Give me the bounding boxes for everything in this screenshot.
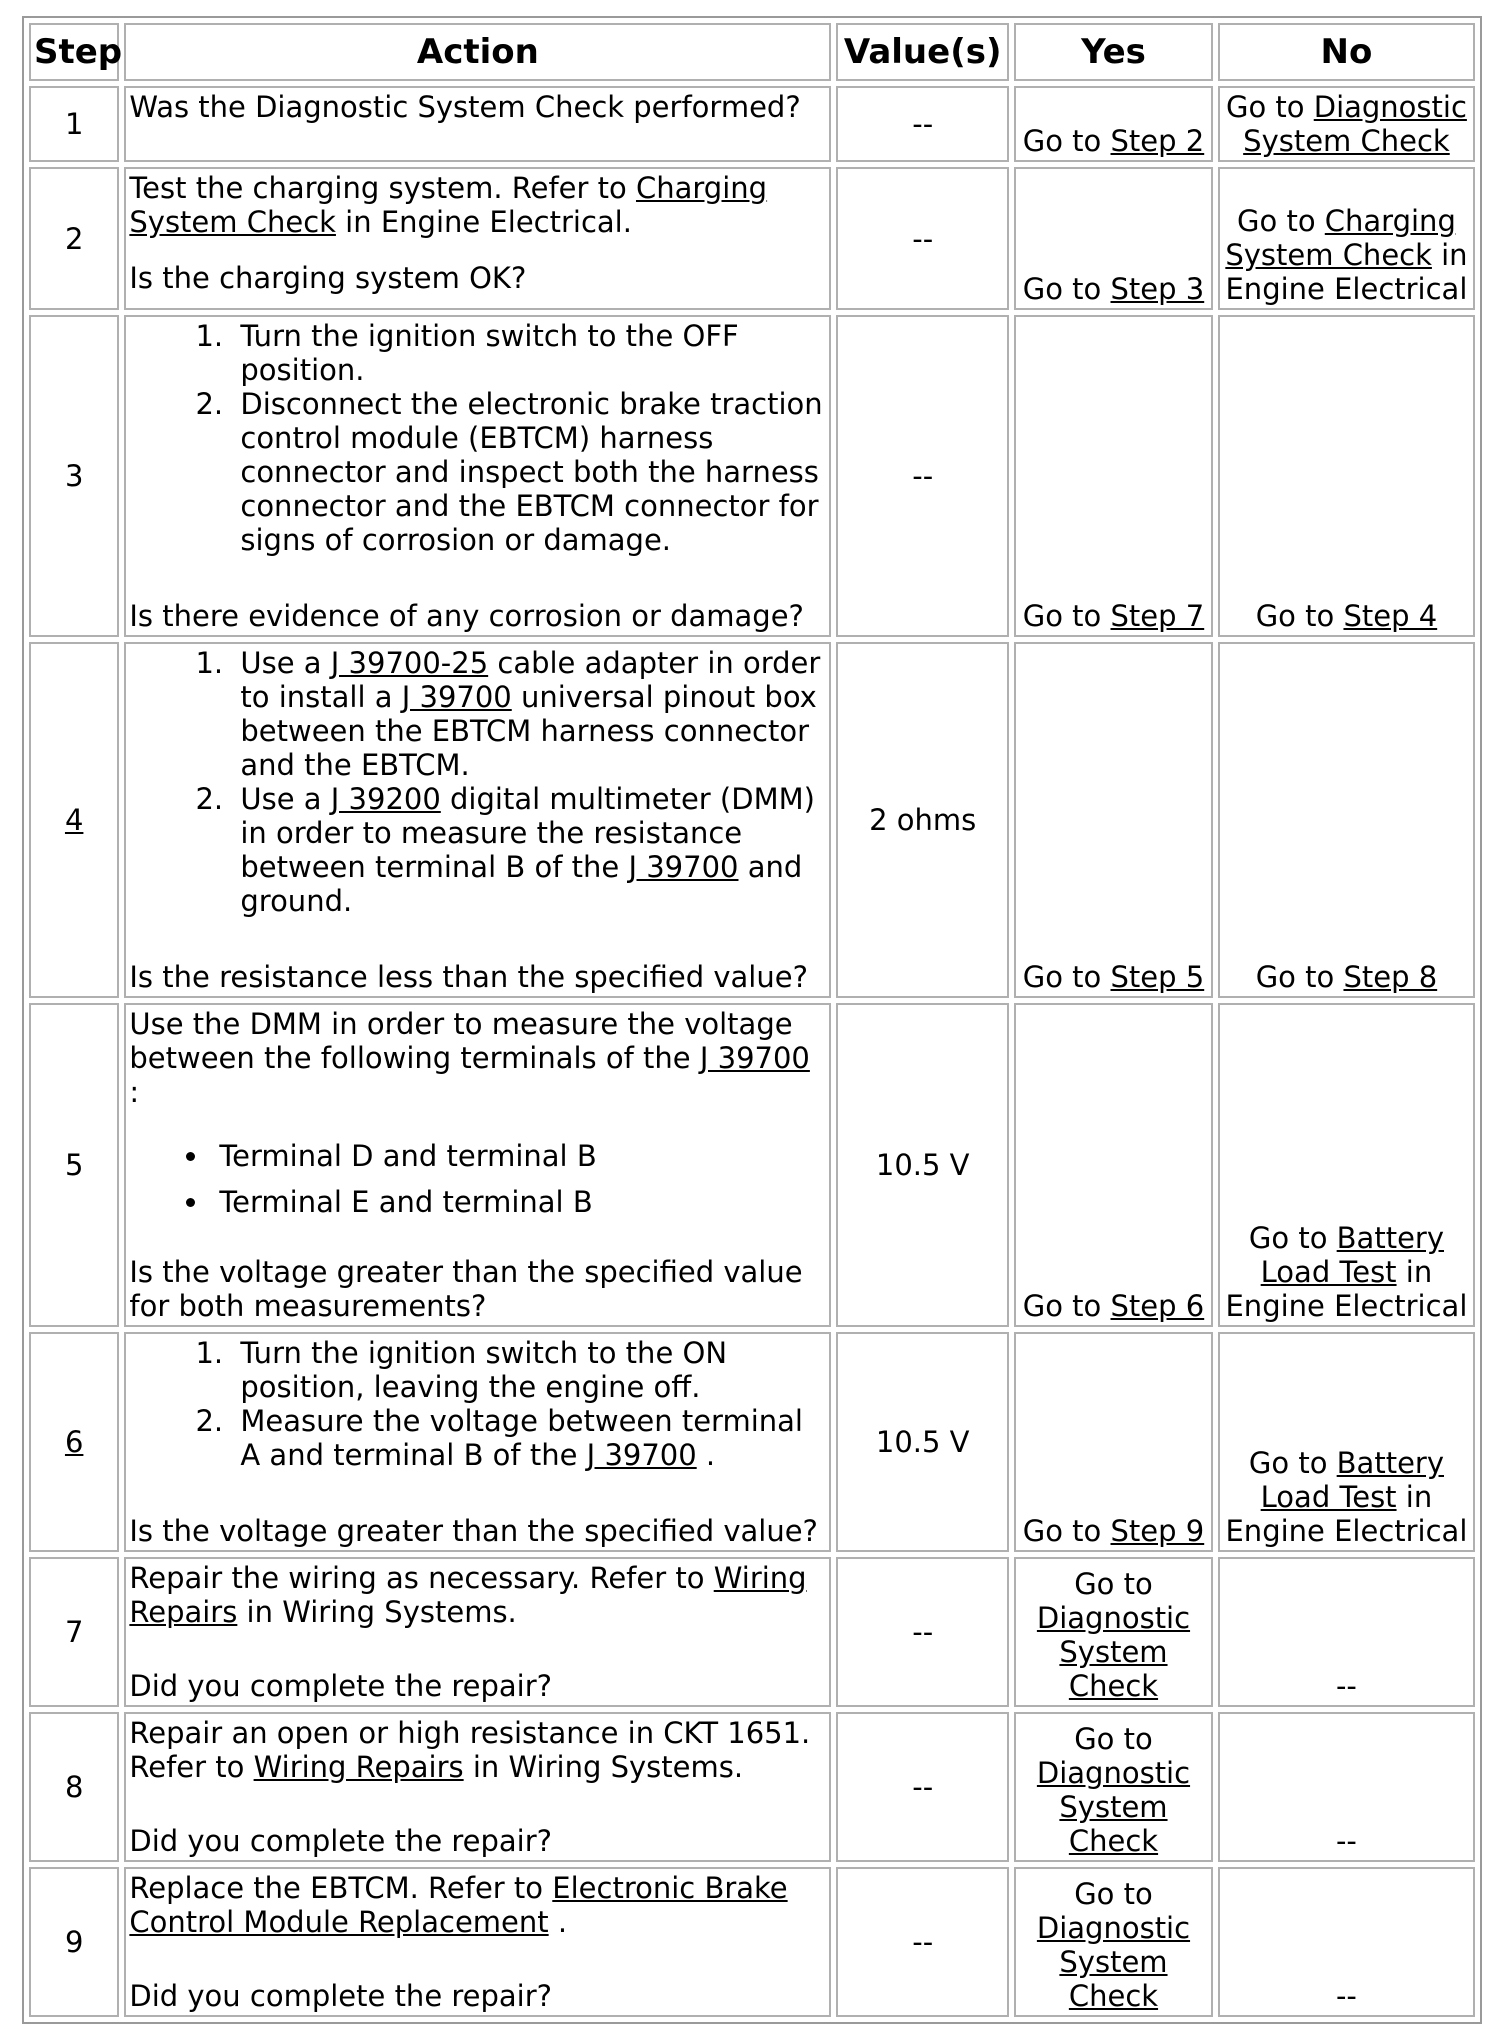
action-text-post: in Engine Electrical. <box>335 205 632 239</box>
step-text: cable adapter in order to install a <box>240 646 821 714</box>
yes-prefix: Go to <box>1022 960 1111 994</box>
yes-cell <box>1014 1867 1213 2017</box>
action-text <box>129 1561 826 1629</box>
no-cell <box>1218 167 1475 310</box>
no-cell: -- <box>1218 1712 1475 1862</box>
yes-link[interactable]: Step 2 <box>1110 124 1205 158</box>
yes-link[interactable]: Diagnostic System Check <box>1036 1756 1191 1858</box>
action-cell <box>124 642 831 998</box>
yes-cell <box>1014 1557 1213 1707</box>
yes-cell <box>1014 86 1213 162</box>
no-link[interactable]: Step 8 <box>1343 960 1438 994</box>
action-step: 2. Disconnect the electronic brake traction control module (EBTCM) harness connector and inspect both the harness connector and the EBTCM connector for signs of corrosion or damage. <box>232 387 826 557</box>
action-text-pre: Repair an open or high resistance in CKT 1651. Refer to <box>129 1716 811 1784</box>
tool-link[interactable]: J 39700-25 <box>330 646 489 680</box>
step-number <box>29 642 119 998</box>
step-text: Measure the voltage between terminal A and terminal B of the <box>240 1404 803 1472</box>
value-cell: 10.5 V <box>836 1003 1009 1327</box>
no-cell <box>1218 642 1475 998</box>
header-yes: Yes <box>1014 23 1213 81</box>
yes-prefix: Go to <box>1022 124 1111 158</box>
action-step: 1. Turn the ignition switch to the ON position, leaving the engine off. <box>232 1336 826 1404</box>
action-text <box>129 1716 826 1784</box>
yes-prefix: Go to <box>1022 272 1111 306</box>
no-prefix: Go to <box>1248 1446 1337 1480</box>
action-cell <box>124 1712 831 1862</box>
action-steps <box>129 319 826 557</box>
action-text-post: . <box>548 1905 568 1939</box>
action-steps <box>129 646 826 918</box>
action-text: Was the Diagnostic System Check performed? <box>129 90 801 124</box>
no-prefix: Go to <box>1225 90 1314 124</box>
yes-cell <box>1014 167 1213 310</box>
action-question: Is the voltage greater than the specified value for both measurements? <box>129 1255 803 1323</box>
step-link[interactable]: 6 <box>64 1425 84 1459</box>
yes-link[interactable]: Step 3 <box>1110 272 1205 306</box>
tool-link[interactable]: J 39700 <box>401 680 512 714</box>
step-text: universal pinout box between the EBTCM harness connector and the EBTCM. <box>240 680 817 782</box>
no-prefix: Go to <box>1237 204 1325 238</box>
action-cell <box>124 86 831 162</box>
action-link[interactable]: Electronic Brake Control Module Replacement <box>129 1871 788 1939</box>
yes-cell <box>1014 1712 1213 1862</box>
action-step <box>232 1404 826 1472</box>
value-cell: 10.5 V <box>836 1332 1009 1552</box>
value-cell: -- <box>836 167 1009 310</box>
yes-link[interactable]: Step 7 <box>1110 599 1205 633</box>
value-cell: 2 ohms <box>836 642 1009 998</box>
header-step: Step <box>29 23 119 81</box>
yes-prefix: Go to <box>1074 1567 1153 1601</box>
action-cell <box>124 1557 831 1707</box>
header-action: Action <box>124 23 831 81</box>
no-prefix: Go to <box>1255 599 1344 633</box>
action-cell <box>124 1867 831 2017</box>
table-row <box>29 315 1475 637</box>
header-values: Value(s) <box>836 23 1009 81</box>
action-text <box>129 1871 826 1939</box>
action-cell <box>124 1332 831 1552</box>
no-prefix: Go to <box>1255 960 1344 994</box>
no-link[interactable]: Step 4 <box>1343 599 1438 633</box>
action-link[interactable]: Wiring Repairs <box>253 1750 464 1784</box>
yes-link[interactable]: Diagnostic System Check <box>1036 1601 1191 1703</box>
no-cell: -- <box>1218 1867 1475 2017</box>
action-text-post: : <box>129 1075 140 1109</box>
terminal-item: • Terminal D and terminal B <box>211 1139 826 1173</box>
step-text: digital multimeter (DMM) in order to measure the resistance between terminal B of the <box>240 782 815 884</box>
step-number: 9 <box>29 1867 119 2017</box>
no-suffix: in Engine Electrical <box>1225 238 1468 306</box>
step-number: 8 <box>29 1712 119 1862</box>
yes-prefix: Go to <box>1022 1289 1111 1323</box>
table-row <box>29 167 1475 310</box>
yes-cell <box>1014 1332 1213 1552</box>
no-cell <box>1218 1003 1475 1327</box>
yes-link[interactable]: Diagnostic System Check <box>1036 1911 1191 2013</box>
step-text: Use a <box>240 782 331 816</box>
table-row <box>29 1332 1475 1552</box>
table-row <box>29 1867 1475 2017</box>
tool-link[interactable]: J 39700 <box>586 1438 697 1472</box>
tool-link[interactable]: J 39700 <box>628 850 739 884</box>
no-link[interactable]: Charging System Check <box>1225 204 1456 272</box>
action-step <box>232 782 826 918</box>
action-text <box>129 171 826 239</box>
yes-link[interactable]: Step 5 <box>1110 960 1205 994</box>
step-link[interactable]: 4 <box>64 803 84 837</box>
action-question: Did you complete the repair? <box>129 1824 553 1858</box>
step-text: Use a <box>240 646 331 680</box>
value-cell: -- <box>836 1557 1009 1707</box>
action-text-post: in Wiring Systems. <box>463 1750 744 1784</box>
no-link[interactable]: Battery Load Test <box>1260 1446 1444 1514</box>
action-question: Is the resistance less than the specified value? <box>129 960 808 994</box>
action-text-pre: Repair the wiring as necessary. Refer to <box>129 1561 714 1595</box>
action-link[interactable]: Wiring Repairs <box>129 1561 807 1629</box>
no-cell: -- <box>1218 1557 1475 1707</box>
action-cell <box>124 1003 831 1327</box>
step-number: 1 <box>29 86 119 162</box>
value-cell: -- <box>836 86 1009 162</box>
step-text: and ground. <box>240 850 803 918</box>
no-link[interactable]: Diagnostic System Check <box>1243 90 1467 158</box>
step-number <box>29 1332 119 1552</box>
action-steps <box>129 1336 826 1472</box>
value-cell: -- <box>836 315 1009 637</box>
no-cell <box>1218 315 1475 637</box>
yes-link[interactable]: Step 6 <box>1110 1289 1205 1323</box>
yes-link[interactable]: Step 9 <box>1110 1514 1205 1548</box>
action-link[interactable]: J 39700 <box>699 1041 810 1075</box>
yes-prefix: Go to <box>1074 1877 1153 1911</box>
no-cell <box>1218 86 1475 162</box>
step-text: . <box>696 1438 716 1472</box>
action-text-pre: Test the charging system. Refer to <box>129 171 636 205</box>
table-row <box>29 1712 1475 1862</box>
action-step: 1. Turn the ignition switch to the OFF position. <box>232 319 826 387</box>
action-text <box>129 1007 826 1109</box>
action-text-post: in Wiring Systems. <box>237 1595 517 1629</box>
step-number: 2 <box>29 167 119 310</box>
action-link[interactable]: Charging System Check <box>129 171 768 239</box>
yes-cell <box>1014 315 1213 637</box>
tool-link[interactable]: J 39200 <box>330 782 441 816</box>
table-row <box>29 86 1475 162</box>
no-suffix: in Engine Electrical <box>1225 1255 1468 1323</box>
action-text-pre: Use the DMM in order to measure the voltage between the following terminals of the <box>129 1007 793 1075</box>
action-cell <box>124 167 831 310</box>
no-link[interactable]: Battery Load Test <box>1260 1221 1444 1289</box>
action-step <box>232 646 826 782</box>
diagnostic-table <box>22 16 1482 2024</box>
header-no: No <box>1218 23 1475 81</box>
value-cell: -- <box>836 1712 1009 1862</box>
no-prefix: Go to <box>1248 1221 1337 1255</box>
action-question: Is the voltage greater than the specified value? <box>129 1514 818 1548</box>
terminal-item: • Terminal E and terminal B <box>211 1185 826 1219</box>
yes-prefix: Go to <box>1022 599 1111 633</box>
terminal-list <box>129 1139 826 1219</box>
table-row <box>29 642 1475 998</box>
yes-cell <box>1014 1003 1213 1327</box>
table-row <box>29 1003 1475 1327</box>
header-row <box>29 23 1475 81</box>
action-question: Is there evidence of any corrosion or damage? <box>129 599 804 633</box>
step-number: 5 <box>29 1003 119 1327</box>
step-number: 3 <box>29 315 119 637</box>
action-question: Did you complete the repair? <box>129 1979 553 2013</box>
yes-prefix: Go to <box>1074 1722 1153 1756</box>
no-cell <box>1218 1332 1475 1552</box>
action-question: Did you complete the repair? <box>129 1669 553 1703</box>
action-question: Is the charging system OK? <box>129 261 527 295</box>
yes-cell <box>1014 642 1213 998</box>
yes-prefix: Go to <box>1022 1514 1111 1548</box>
step-number: 7 <box>29 1557 119 1707</box>
action-text-pre: Replace the EBTCM. Refer to <box>129 1871 553 1905</box>
table-row <box>29 1557 1475 1707</box>
value-cell: -- <box>836 1867 1009 2017</box>
action-cell <box>124 315 831 637</box>
no-suffix: in Engine Electrical <box>1225 1480 1468 1548</box>
